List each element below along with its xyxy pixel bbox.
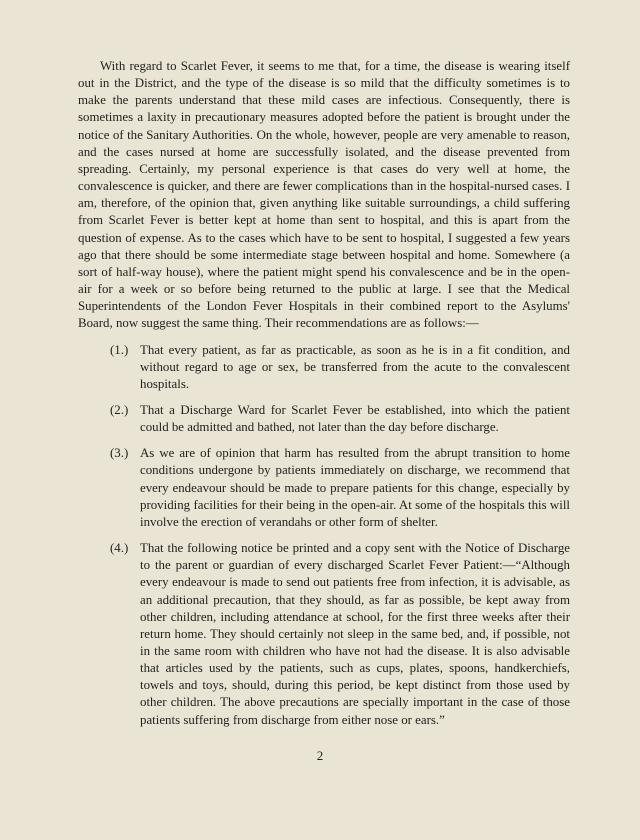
intro-paragraph: With regard to Scarlet Fever, it seems to me that, for a time, the disease is wearing itself out in the District, and the type of the disease is so mild that the difficulty sometimes is to make the parents understand that these mild cases are infectious. Consequently, there is sometimes a laxity in precautionary measures adopted before the patient is brought under the notice of the Sanitary Authorities. On the whole, however, people are very amenable to reason, and the cases nursed at home are successfully isolated, and the disease prevented from spreading. Certainly, my personal experience is that cases do very well at home, the convalescence is quicker, and there are fewer complications than in the hospital-nursed cases. I am, therefore, of the opinion that, given anything like suitable surroundings, a child suffering from Scarlet Fever is better kept at home than sent to hospital, and this is apart from the question of expense. As to the cases which have to be sent to hospital, I suggested a few years ago that there should be some intermediate stage between hospital and home. Somewhere (a sort of half-way house), where the patient might spend his convalescence and be in the open-air for a week or so before being returned to the public at large. I see that the Medical Superintendents of the London Fever Hospitals in their combined report to the Asylums' Board, now suggest the same thing. Their recommendations are as follows:— [78,59,570,331]
recommendation-text: That a Discharge Ward for Scarlet Fever be established, into which the patient could be admitted and bathed, not later than the day before discharge. [140,402,570,435]
recommendation-number: (1.) [110,342,129,357]
recommendation-item-4 [78,540,570,729]
recommendation-item-2 [78,402,570,436]
recommendation-text: That the following notice be printed and a copy sent with the Notice of Discharge to the parent or guardian of every discharged Scarlet Fever Patient:—“Although every endeavour is made to send out patients free from infection, it is advisable, as an additional precaution, that they should, as far as possible, be kept away from other children, including attendance at school, for the first three weeks after their return home. They should certainly not sleep in the same bed, and, if possible, not in the same room with children who have not had the disease. It is also advisable that articles used by the patients, such as cups, plates, spoons, handkerchiefs, towels and toys, should, during this period, be kept distinct from those used by other children. The above precautions are specially important in the case of those patients suffering from discharge from either nose or ears.” [140,541,570,727]
recommendation-text: That every patient, as far as practicable, as soon as he is in a fit condition, and without regard to age or sex, be transferred from the acute to the convalescent hospitals. [140,342,570,391]
recommendations-list [78,342,570,729]
document-text [78,58,570,738]
recommendation-item-1 [78,342,570,393]
recommendation-number: (4.) [110,541,129,556]
recommendation-item-3 [78,445,570,531]
recommendation-text: As we are of opinion that harm has resulted from the abrupt transition to home conditions undergone by patients immediately on discharge, we recommend that every endeavour should be made to prepare patients for this change, especially by providing facilities for their being in the open-air. At some of the hospitals this will involve the erection of verandahs or other form of shelter. [140,446,570,529]
recommendation-number: (2.) [110,402,129,417]
recommendation-number: (3.) [110,446,129,461]
page-number: 2 [316,748,324,763]
